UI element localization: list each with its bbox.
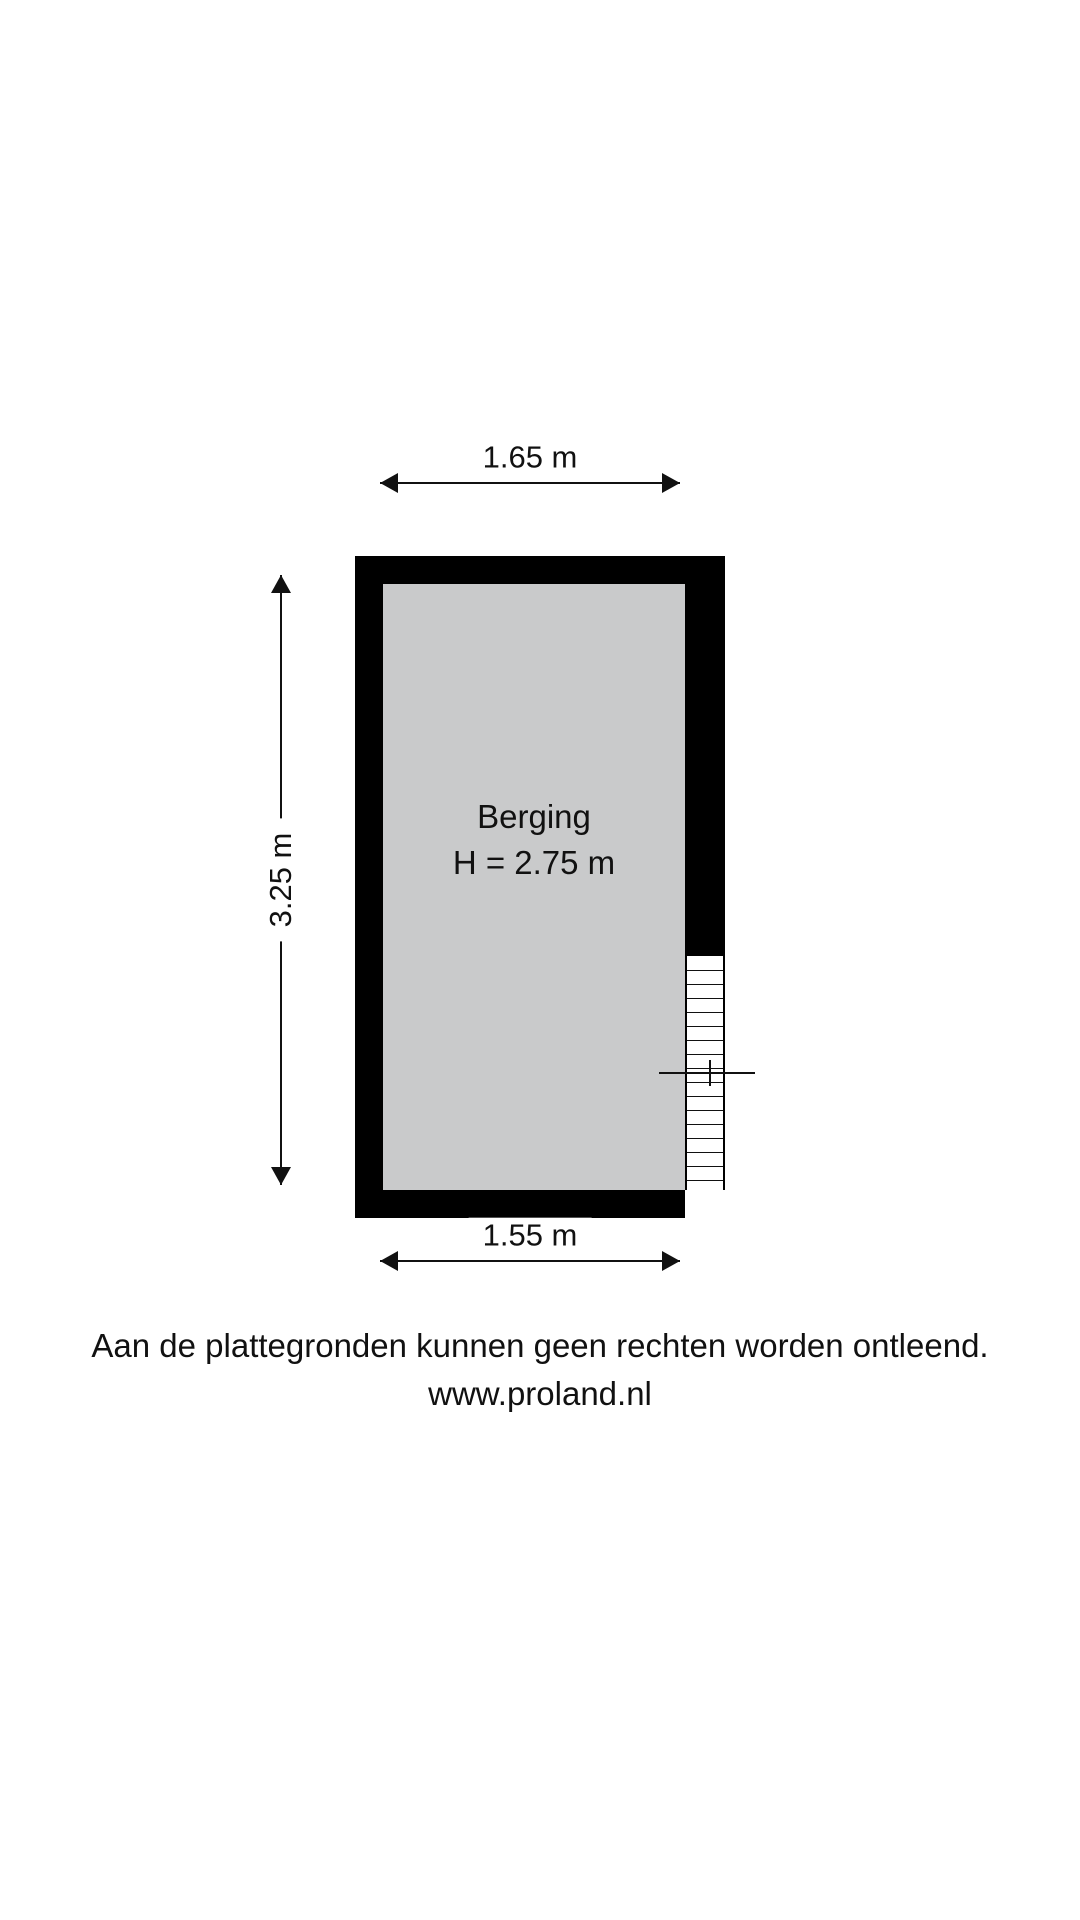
dimension-top-line xyxy=(380,482,680,484)
website-text: www.proland.nl xyxy=(428,1375,652,1412)
room-name: Berging xyxy=(477,798,591,835)
dimension-left-label: 3.25 m xyxy=(263,819,299,942)
door-handle-icon xyxy=(659,1072,755,1074)
arrow-right-icon xyxy=(662,473,680,493)
arrow-down-icon xyxy=(271,1167,291,1185)
footer xyxy=(0,1322,1080,1418)
dimension-bottom-label: 1.55 m xyxy=(469,1218,592,1254)
room-floor xyxy=(383,584,685,1190)
dimension-top xyxy=(380,439,680,502)
dimension-bottom xyxy=(380,1217,680,1280)
arrow-right-icon xyxy=(662,1251,680,1271)
arrow-left-icon xyxy=(380,473,398,493)
dimension-top-label: 1.65 m xyxy=(469,440,592,476)
disclaimer-text: Aan de plattegronden kunnen geen rechten worden ontleend. xyxy=(91,1327,989,1364)
arrow-up-icon xyxy=(271,575,291,593)
building-outline xyxy=(355,556,725,1218)
dimension-left xyxy=(260,575,300,1185)
door-handle-tick-icon xyxy=(709,1060,711,1086)
dimension-bottom-line xyxy=(380,1260,680,1262)
room-label-group xyxy=(383,794,685,886)
garage-door-icon xyxy=(685,956,725,1190)
room-height: H = 2.75 m xyxy=(452,844,616,881)
arrow-left-icon xyxy=(380,1251,398,1271)
